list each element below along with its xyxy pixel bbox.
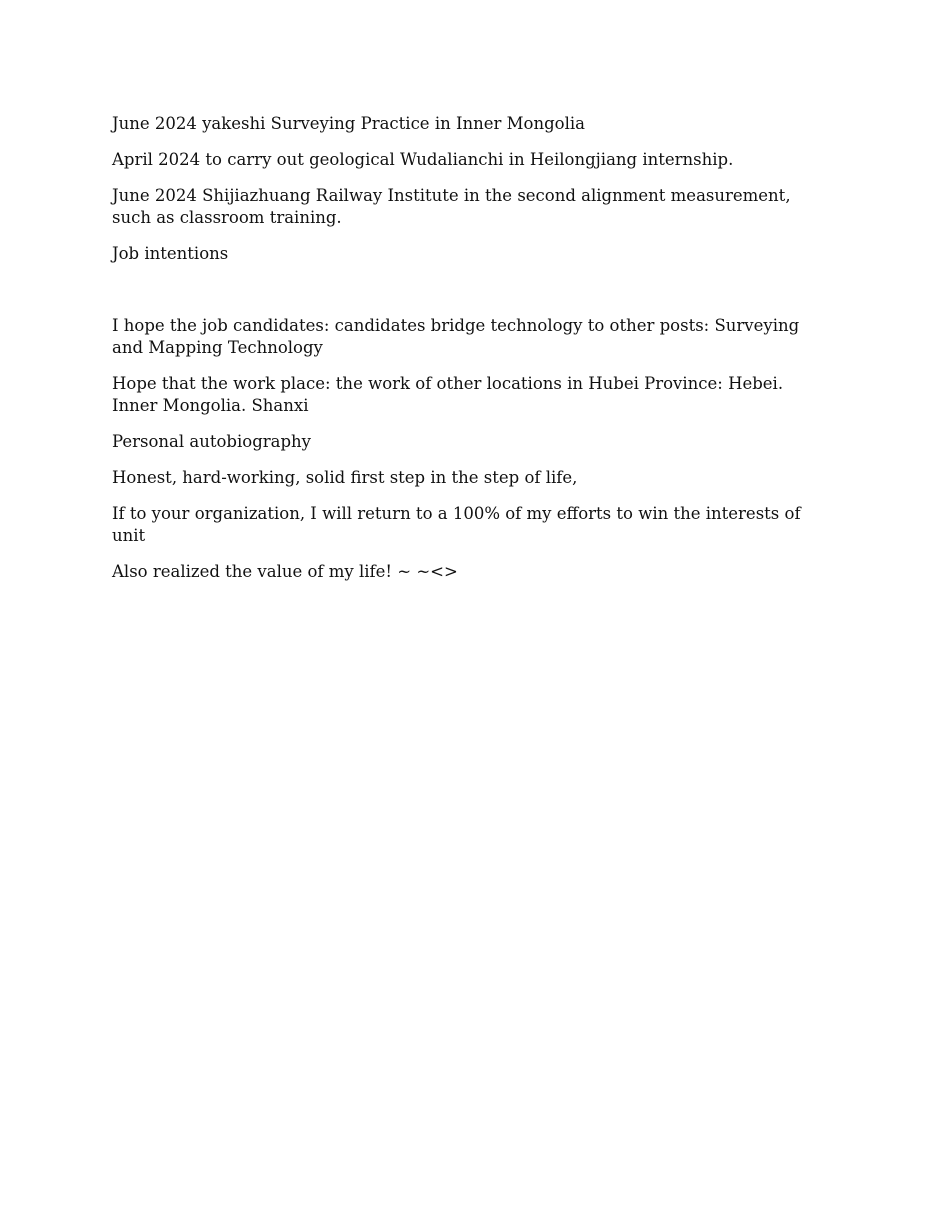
paragraph-organization: If to your organization, I will return to a 100% of my efforts to win the interests of unit [112,504,801,545]
paragraph-internship-wudalianchi: April 2024 to carry out geological Wudalianchi in Heilongjiang internship. [112,150,734,169]
paragraph-work-place: Hope that the work place: the work of other locations in Hubei Province: Hebei. Inner Mongolia. Shanxi [112,374,784,415]
paragraph-value-of-life: Also realized the value of my life! ~ ~<> [112,562,458,581]
heading-job-intentions: Job intentions [112,244,229,263]
blank-paragraph [112,279,832,301]
paragraph-honest: Honest, hard-working, solid first step in the step of life, [112,468,578,487]
paragraph-internship-yakeshi: June 2024 yakeshi Surveying Practice in Inner Mongolia [112,114,585,133]
heading-personal-autobiography: Personal autobiography [112,432,311,451]
paragraph-training-shijiazhuang: June 2024 Shijiazhuang Railway Institute in the second alignment measurement, such as classroom training. [112,186,791,227]
document-body [112,113,832,597]
paragraph-job-candidates: I hope the job candidates: candidates bridge technology to other posts: Surveying and Mapping Technology [112,316,800,357]
